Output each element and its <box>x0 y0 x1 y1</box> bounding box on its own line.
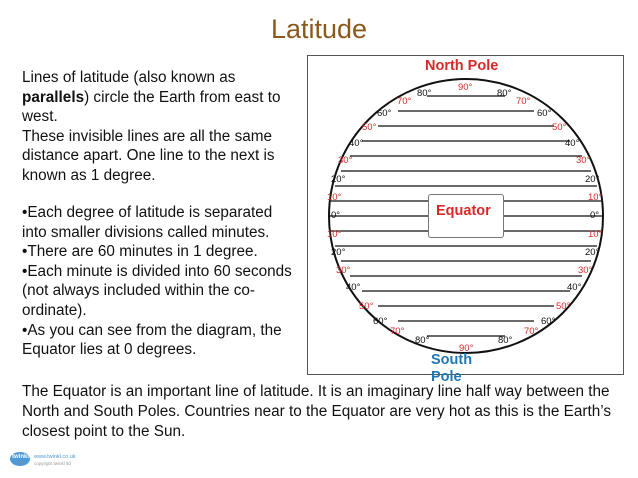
degree-label: 70° <box>524 326 539 337</box>
intro-line: known as 1 degree. <box>22 166 156 184</box>
bullet-line: •Each minute is divided into 60 seconds <box>22 262 292 280</box>
degree-label: 80° <box>415 335 430 346</box>
intro-line: Lines of latitude (also known as <box>22 69 236 86</box>
degree-label: 10° <box>588 229 603 240</box>
bullet-line: Equator lies at 0 degrees. <box>22 341 197 359</box>
degree-label: 0° <box>590 210 600 221</box>
brand-url: www.twinkl.co.uk <box>34 454 76 460</box>
degree-label: 50° <box>556 301 571 312</box>
bottom-paragraph: The Equator is an important line of latitude. It is an imaginary line half way between the North and South Poles. Countries near to the Equator are very hot as this is the Earth’s closest point to the Sun. <box>22 383 611 440</box>
north-pole-label: North Pole <box>425 58 499 74</box>
degree-label: 20° <box>331 174 346 185</box>
degree-label: 40° <box>567 282 582 293</box>
degree-label: 30° <box>338 155 353 166</box>
degree-label: 30° <box>578 265 593 276</box>
degree-label: 40° <box>349 138 364 149</box>
brand-copyright: copyright twinkl ltd <box>34 461 71 466</box>
brand-logo-text: twinkl <box>12 454 30 460</box>
degree-label: 80° <box>497 88 512 99</box>
intro-line: These invisible lines are all the same <box>22 127 272 145</box>
degree-label: 50° <box>359 301 374 312</box>
degree-label: 30° <box>576 155 591 166</box>
south-pole-label: South Pole <box>431 352 473 385</box>
intro-line: distance apart. One line to the next is <box>22 147 275 165</box>
bullet-line: •Each degree of latitude is separated <box>22 204 273 221</box>
degree-label: 90° <box>459 343 474 354</box>
degree-label: 10° <box>327 229 342 240</box>
degree-label: 20° <box>585 174 600 185</box>
degree-label: 30° <box>336 265 351 276</box>
degree-label: 60° <box>373 316 388 327</box>
degree-label: 70° <box>516 96 531 107</box>
degree-label: 40° <box>565 138 580 149</box>
degree-label: 20° <box>585 247 600 258</box>
equator-label-box <box>428 194 504 238</box>
degree-label: 10° <box>327 192 342 203</box>
page-title: Latitude <box>270 14 368 44</box>
bullet-line: into smaller divisions called minutes. <box>22 223 270 241</box>
degree-label: 10° <box>588 192 603 203</box>
degree-label: 60° <box>541 316 556 327</box>
intro-line-rest: ) circle the Earth from east to <box>84 88 281 106</box>
degree-label: 0° <box>331 210 341 221</box>
bullet-line: •As you can see from the diagram, the <box>22 321 282 339</box>
degree-label: 50° <box>552 122 567 133</box>
degree-label: 80° <box>417 88 432 99</box>
degree-label: 50° <box>362 122 377 133</box>
degree-label: 70° <box>397 96 412 107</box>
parallels-term: parallels <box>22 88 85 106</box>
degree-label: 60° <box>377 108 392 119</box>
degree-label: 60° <box>537 108 552 119</box>
bullet-line: ordinate). <box>22 301 87 319</box>
degree-label: 70° <box>390 326 405 337</box>
intro-line: west. <box>22 108 58 126</box>
degree-label: 40° <box>346 282 361 293</box>
degree-label: 90° <box>458 82 473 93</box>
degree-label: 20° <box>331 247 346 258</box>
bullet-line: •There are 60 minutes in 1 degree. <box>22 243 258 261</box>
equator-label: Equator <box>436 203 491 219</box>
degree-label: 80° <box>498 335 513 346</box>
bullet-line: (not always included within the co- <box>22 282 255 300</box>
